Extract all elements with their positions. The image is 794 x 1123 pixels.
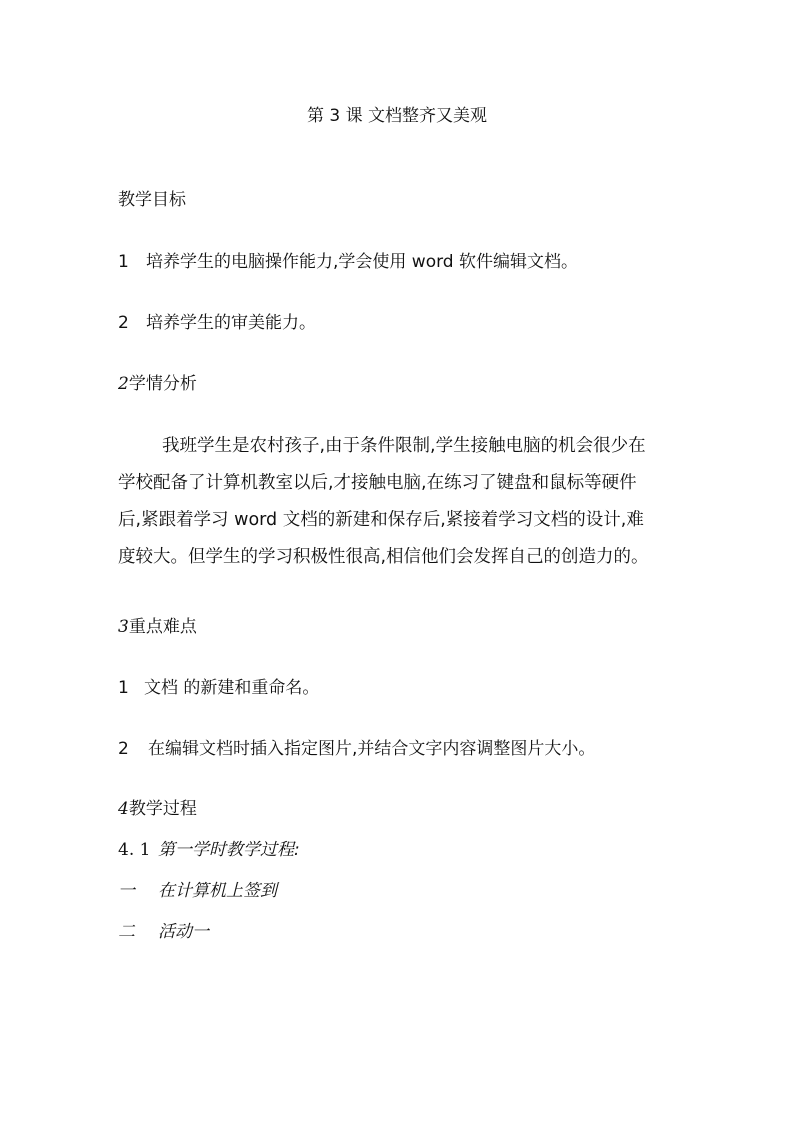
process-heading-text: 教学过程 <box>128 799 197 819</box>
keypoint-item <box>118 676 319 700</box>
analysis-line: 学校配备了计算机教室以后,才接触电脑,在练习了键盘和鼠标等硬件 <box>118 473 637 493</box>
keypoints-heading <box>118 615 197 639</box>
analysis-paragraph <box>118 428 678 576</box>
objectives-heading: 教学目标 <box>118 190 186 210</box>
keypoint-number: 2 <box>118 739 129 759</box>
analysis-heading-number: 2 <box>118 374 129 394</box>
document-title: 第 3 课 文档整齐又美观 <box>306 106 488 126</box>
process-subheading-number: 4. 1 <box>118 840 151 860</box>
analysis-heading-text: 学情分析 <box>128 374 197 394</box>
process-subheading <box>118 838 300 862</box>
objective-number: 1 <box>118 252 129 272</box>
process-step-number: 二 <box>118 922 135 942</box>
process-heading-number: 4 <box>118 799 129 819</box>
analysis-line: 度较大。但学生的学习积极性很高,相信他们会发挥自己的创造力的。 <box>118 547 649 567</box>
process-step-number: 一 <box>118 881 135 901</box>
process-step-text: 活动一 <box>158 922 209 942</box>
analysis-heading <box>118 372 197 396</box>
objective-item <box>118 311 316 335</box>
keypoint-text: 文档 的新建和重命名。 <box>144 678 320 698</box>
analysis-line: 后,紧跟着学习 word 文档的新建和保存后,紧接着学习文档的设计,难 <box>118 510 644 530</box>
process-subheading-text: 第一学时教学过程: <box>158 840 300 860</box>
objective-item <box>118 250 578 274</box>
objective-text: 培养学生的审美能力。 <box>146 313 316 333</box>
process-step-text: 在计算机上签到 <box>158 881 277 901</box>
keypoint-number: 1 <box>118 678 129 698</box>
objective-number: 2 <box>118 313 129 333</box>
keypoints-heading-number: 3 <box>118 617 129 637</box>
process-heading <box>118 797 197 821</box>
keypoint-text: 在编辑文档时插入指定图片,并结合文字内容调整图片大小。 <box>148 739 596 759</box>
process-step <box>118 879 277 903</box>
objective-text: 培养学生的电脑操作能力,学会使用 word 软件编辑文档。 <box>146 252 578 272</box>
keypoint-item <box>118 737 595 761</box>
analysis-line: 我班学生是农村孩子,由于条件限制,学生接触电脑的机会很少在 <box>162 436 646 456</box>
process-step <box>118 920 209 944</box>
keypoints-heading-text: 重点难点 <box>128 617 197 637</box>
